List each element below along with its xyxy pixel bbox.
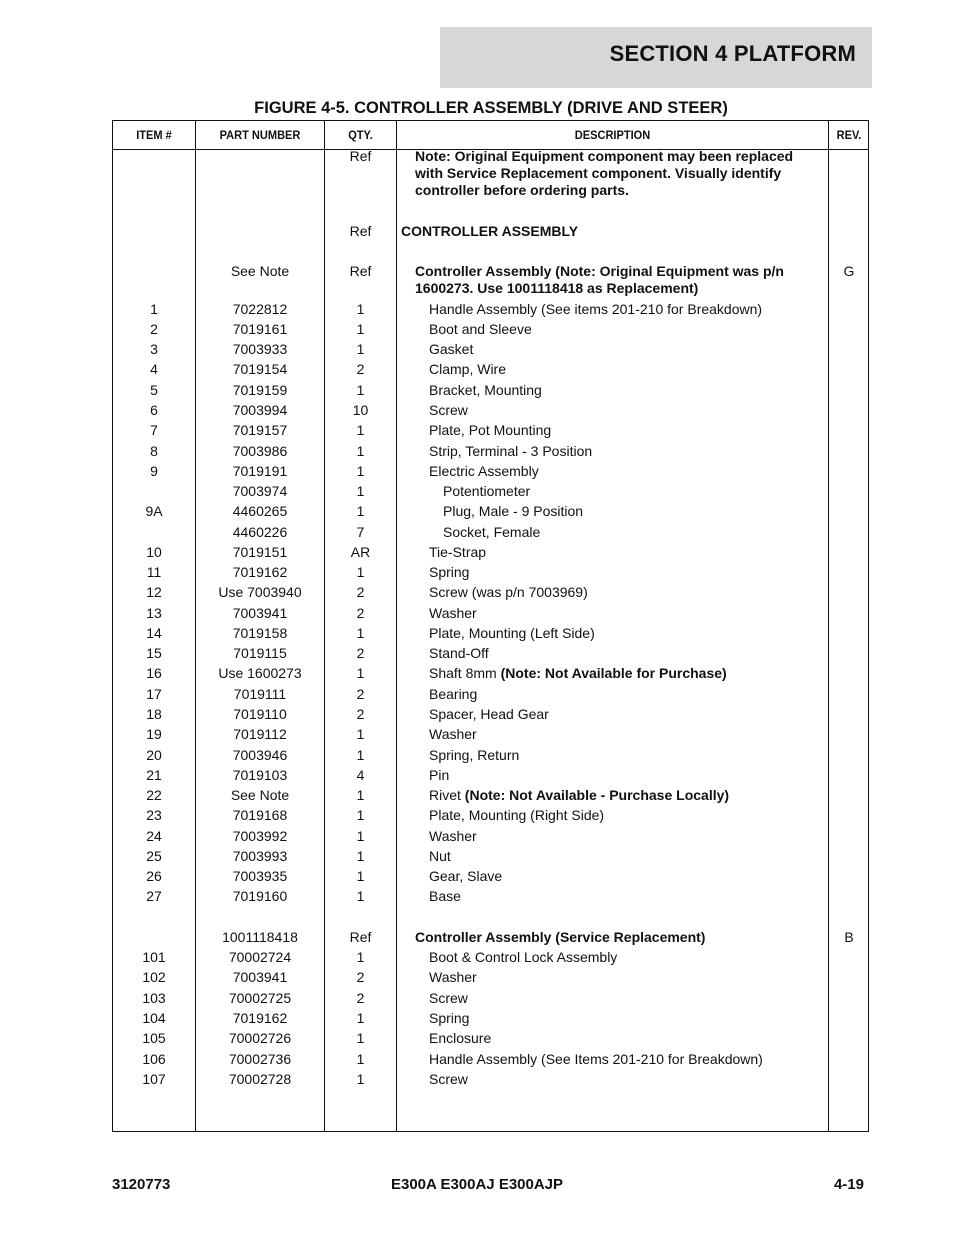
- quantity-cell: 4: [356, 767, 365, 783]
- description-text: Bracket, Mounting: [429, 382, 542, 398]
- quantity-cell: 1: [356, 888, 365, 904]
- part-number-cell: 7019112: [233, 726, 287, 742]
- description-text: Washer: [429, 969, 477, 985]
- revision-cell: G: [843, 263, 855, 279]
- quantity-cell: 1: [356, 1030, 365, 1046]
- description-text: Tie-Strap: [429, 544, 487, 560]
- quantity-cell: 1: [356, 747, 365, 763]
- quantity-cell: 2: [356, 645, 365, 661]
- column-header-item: ITEM #: [136, 128, 172, 142]
- description-cell: [429, 625, 595, 642]
- description-text: Stand-Off: [429, 645, 489, 661]
- quantity-cell: 1: [356, 443, 365, 459]
- description-text: Electric Assembly: [429, 463, 539, 479]
- description-note: (Note: Not Available for Purchase): [500, 665, 727, 681]
- quantity-cell: 1: [356, 301, 365, 317]
- description-text: Nut: [429, 848, 451, 864]
- quantity-cell: 2: [356, 706, 365, 722]
- description-cell: [429, 686, 477, 703]
- description-text: Screw: [429, 402, 468, 418]
- part-number-cell: 70002724: [228, 949, 292, 965]
- quantity-cell: 2: [356, 969, 365, 985]
- description-cell: [429, 1071, 468, 1088]
- description-cell: with Service Replacement component. Visually identify: [415, 165, 782, 181]
- description-text: Plate, Pot Mounting: [429, 422, 552, 438]
- quantity-cell: 1: [356, 726, 365, 742]
- column-header-rev: REV.: [836, 128, 862, 142]
- description-text: Screw: [429, 990, 468, 1006]
- quantity-cell: 1: [356, 1010, 365, 1026]
- item-number-cell: 103: [142, 990, 166, 1006]
- quantity-cell: 1: [356, 382, 365, 398]
- item-number-cell: 17: [146, 686, 162, 702]
- part-number-cell: 7019103: [232, 767, 288, 783]
- description-cell: Controller Assembly (Service Replacement): [415, 929, 706, 945]
- item-number-cell: 22: [146, 787, 162, 803]
- description-text: Spacer, Head Gear: [429, 706, 549, 722]
- description-cell: [429, 949, 617, 966]
- item-number-cell: 19: [146, 726, 162, 742]
- description-cell: [429, 422, 551, 439]
- item-number-cell: 8: [150, 443, 158, 459]
- quantity-cell: Ref: [349, 929, 372, 945]
- description-text: Washer: [429, 828, 477, 844]
- quantity-cell: 1: [356, 422, 365, 438]
- quantity-cell: 1: [356, 564, 365, 580]
- item-number-cell: 106: [142, 1051, 166, 1067]
- figure-title: FIGURE 4-5. CONTROLLER ASSEMBLY (DRIVE AND STEER): [254, 99, 728, 117]
- item-number-cell: 12: [146, 584, 162, 600]
- description-text: Potentiometer: [443, 483, 531, 499]
- description-cell: [429, 706, 549, 723]
- item-number-cell: 24: [146, 828, 162, 844]
- item-number-cell: 2: [150, 321, 158, 337]
- description-text: Spring, Return: [429, 747, 520, 763]
- quantity-cell: 1: [356, 483, 365, 499]
- section-title: SECTION 4 PLATFORM: [609, 41, 856, 66]
- quantity-cell: 2: [356, 686, 365, 702]
- model-numbers: E300A E300AJ E300AJP: [390, 1176, 564, 1193]
- quantity-cell: 1: [356, 1051, 365, 1067]
- item-number-cell: 10: [146, 544, 162, 560]
- part-number-cell: 7019191: [232, 463, 288, 479]
- description-text: Spring: [429, 564, 470, 580]
- section-header-box: [440, 27, 872, 88]
- item-number-cell: 20: [146, 747, 162, 763]
- description-cell: [429, 645, 489, 662]
- quantity-cell: 7: [356, 524, 365, 540]
- description-cell: [429, 564, 469, 581]
- description-text: Shaft 8mm: [429, 665, 501, 681]
- description-text: Boot & Control Lock Assembly: [429, 949, 618, 965]
- part-number-cell: 7019161: [232, 321, 288, 337]
- description-text: Spring: [429, 1010, 470, 1026]
- item-number-cell: 25: [146, 848, 162, 864]
- quantity-cell: 2: [356, 584, 365, 600]
- item-number-cell: 18: [146, 706, 162, 722]
- quantity-cell: 1: [356, 503, 365, 519]
- item-number-cell: 9: [150, 463, 158, 479]
- item-number-cell: 9A: [145, 503, 163, 519]
- part-number-cell: See Note: [230, 263, 290, 279]
- part-number-cell: 7019111: [233, 686, 287, 702]
- description-cell: [429, 1030, 491, 1047]
- part-number-cell: 1001118418: [222, 929, 298, 945]
- description-cell: controller before ordering parts.: [415, 182, 629, 198]
- description-cell: [429, 341, 473, 358]
- item-number-cell: 102: [142, 969, 166, 985]
- description-text: Clamp, Wire: [429, 361, 507, 377]
- quantity-cell: 10: [352, 402, 369, 418]
- item-number-cell: 101: [142, 949, 166, 965]
- column-header-qty: QTY.: [348, 128, 373, 142]
- description-cell: Note: Original Equipment component may been replaced: [415, 148, 794, 164]
- item-number-cell: 5: [150, 382, 158, 398]
- part-number-cell: 7019162: [232, 1010, 288, 1026]
- part-number-cell: 7003986: [232, 443, 288, 459]
- part-number-cell: 7019154: [232, 361, 288, 377]
- part-number-cell: 7003993: [232, 848, 288, 864]
- quantity-cell: AR: [350, 544, 371, 560]
- parts-table: [112, 120, 869, 1132]
- quantity-cell: 1: [356, 828, 365, 844]
- part-number-cell: 7003946: [232, 747, 288, 763]
- item-number-cell: 107: [142, 1071, 166, 1087]
- part-number-cell: 7019159: [232, 382, 288, 398]
- part-number-cell: 70002725: [228, 990, 292, 1006]
- part-number-cell: 7019160: [232, 888, 288, 904]
- description-cell: [429, 807, 604, 824]
- description-cell: [429, 828, 477, 845]
- description-cell: [429, 726, 477, 743]
- item-number-cell: 105: [142, 1030, 166, 1046]
- description-text: Handle Assembly (See Items 201-210 for Breakdown): [429, 1051, 763, 1067]
- description-cell: [429, 1051, 763, 1068]
- description-text: Screw (was p/n 7003969): [429, 584, 588, 600]
- item-number-cell: 104: [142, 1010, 166, 1026]
- description-text: Plug, Male - 9 Position: [443, 503, 584, 519]
- quantity-cell: 1: [356, 868, 365, 884]
- part-number-cell: See Note: [230, 787, 290, 803]
- description-text: Washer: [429, 726, 477, 742]
- quantity-cell: 1: [356, 625, 365, 641]
- part-number-cell: 7019115: [233, 645, 287, 661]
- part-number-cell: 7019168: [232, 807, 288, 823]
- description-text: Gasket: [429, 341, 474, 357]
- quantity-cell: Ref: [349, 148, 372, 164]
- item-number-cell: 21: [146, 767, 162, 783]
- part-number-cell: Use 1600273: [218, 665, 302, 681]
- description-cell: [443, 524, 540, 541]
- quantity-cell: 1: [356, 1071, 365, 1087]
- description-text: Plate, Mounting (Right Side): [429, 807, 605, 823]
- item-number-cell: 26: [146, 868, 162, 884]
- description-note: (Note: Not Available - Purchase Locally): [464, 787, 730, 803]
- description-text: Pin: [429, 767, 450, 783]
- item-number-cell: 13: [146, 605, 162, 621]
- description-text: Bearing: [429, 686, 478, 702]
- description-cell: [429, 787, 729, 804]
- part-number-cell: 7019157: [232, 422, 288, 438]
- description-text: Boot and Sleeve: [429, 321, 532, 337]
- part-number-cell: 4460226: [232, 524, 288, 540]
- part-number-cell: 7003941: [232, 969, 288, 985]
- description-cell: [429, 767, 449, 784]
- item-number-cell: 14: [146, 625, 162, 641]
- part-number-cell: 7003974: [232, 483, 288, 499]
- description-text: Socket, Female: [443, 524, 541, 540]
- description-text: Gear, Slave: [429, 868, 503, 884]
- quantity-cell: 1: [356, 807, 365, 823]
- quantity-cell: 2: [356, 605, 365, 621]
- quantity-cell: 1: [356, 787, 365, 803]
- description-cell: [429, 402, 468, 419]
- part-number-cell: 7003992: [232, 828, 288, 844]
- description-cell: [429, 888, 461, 905]
- part-number-cell: 70002726: [228, 1030, 292, 1046]
- quantity-cell: 1: [356, 463, 365, 479]
- item-number-cell: 15: [146, 645, 162, 661]
- part-number-cell: 7003935: [232, 868, 288, 884]
- description-cell: [443, 483, 530, 500]
- item-number-cell: 1: [150, 301, 158, 317]
- description-text: Handle Assembly (See items 201-210 for Breakdown): [429, 301, 763, 317]
- description-cell: [429, 301, 762, 318]
- item-number-cell: 6: [150, 402, 158, 418]
- column-header-part-number: PART NUMBER: [219, 128, 301, 142]
- part-number-cell: 7019110: [233, 706, 287, 722]
- item-number-cell: 11: [146, 564, 162, 580]
- description-cell: [429, 605, 477, 622]
- description-cell: Controller Assembly (Note: Original Equipment was p/n: [415, 263, 784, 279]
- item-number-cell: 7: [150, 422, 158, 438]
- part-number-cell: 7003994: [232, 402, 288, 418]
- quantity-cell: 2: [356, 990, 365, 1006]
- description-cell: [429, 990, 468, 1007]
- quantity-cell: 1: [356, 321, 365, 337]
- revision-cell: B: [844, 929, 854, 945]
- quantity-cell: 2: [356, 361, 365, 377]
- part-number-cell: 4460265: [232, 503, 288, 519]
- quantity-cell: Ref: [349, 263, 372, 279]
- description-cell: [429, 665, 727, 682]
- description-cell: [429, 361, 506, 378]
- quantity-cell: 1: [356, 949, 365, 965]
- quantity-cell: 1: [356, 848, 365, 864]
- description-cell: [429, 382, 542, 399]
- description-text: Screw: [429, 1071, 468, 1087]
- document-number: 3120773: [112, 1176, 171, 1193]
- page-number: 4-19: [833, 1176, 864, 1193]
- item-number-cell: 3: [150, 341, 158, 357]
- column-divider: [396, 121, 397, 1131]
- description-cell: [429, 1010, 469, 1027]
- part-number-cell: 7019158: [232, 625, 288, 641]
- quantity-cell: 1: [356, 665, 365, 681]
- description-cell: [429, 969, 477, 986]
- description-text: Plate, Mounting (Left Side): [429, 625, 595, 641]
- part-number-cell: 70002728: [228, 1071, 292, 1087]
- part-number-cell: 70002736: [228, 1051, 292, 1067]
- part-number-cell: Use 7003940: [218, 584, 302, 600]
- description-cell: [429, 848, 451, 865]
- part-number-cell: 7019162: [232, 564, 288, 580]
- description-cell: [429, 463, 539, 480]
- part-number-cell: 7003941: [232, 605, 288, 621]
- description-cell: [429, 544, 486, 561]
- description-cell: [429, 747, 519, 764]
- description-cell: CONTROLLER ASSEMBLY: [401, 223, 579, 239]
- description-cell: [429, 868, 502, 885]
- item-number-cell: 4: [150, 361, 158, 377]
- item-number-cell: 23: [146, 807, 162, 823]
- part-number-cell: 7003933: [232, 341, 288, 357]
- description-cell: [443, 503, 583, 520]
- description-text: Base: [429, 888, 461, 904]
- description-cell: [429, 443, 592, 460]
- part-number-cell: 7019151: [232, 544, 288, 560]
- quantity-cell: Ref: [349, 223, 372, 239]
- column-header-description: DESCRIPTION: [574, 128, 651, 142]
- item-number-cell: 16: [146, 665, 162, 681]
- part-number-cell: 7022812: [232, 301, 288, 317]
- description-text: Rivet: [429, 787, 465, 803]
- description-cell: 1600273. Use 1001118418 as Replacement): [415, 280, 699, 296]
- description-cell: [429, 584, 588, 601]
- description-text: Enclosure: [429, 1030, 492, 1046]
- description-text: Strip, Terminal - 3 Position: [429, 443, 593, 459]
- description-text: Washer: [429, 605, 477, 621]
- item-number-cell: 27: [146, 888, 162, 904]
- description-cell: [429, 321, 532, 338]
- quantity-cell: 1: [356, 341, 365, 357]
